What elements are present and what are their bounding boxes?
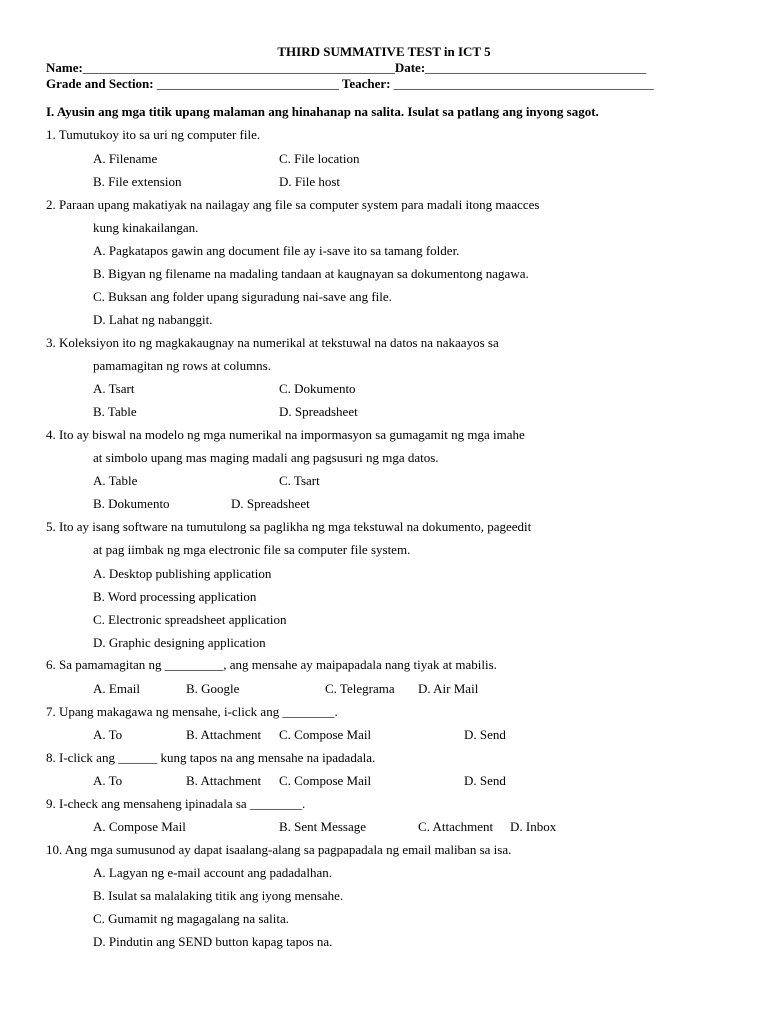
question-2-continuation: kung kinakailangan. — [93, 220, 199, 235]
date-blank: __________________________________ — [425, 60, 647, 75]
question-2: 2. Paraan upang makatiyak na nailagay ang file sa computer system para madali itong maacces — [46, 197, 540, 212]
q5-option-d: D. Graphic designing application — [93, 635, 266, 650]
question-4: 4. Ito ay biswal na modelo ng mga numerikal na impormasyon sa gumagamit ng mga imahe — [46, 427, 525, 442]
q1-option-d: D. File host — [279, 174, 341, 189]
name-label: Name: — [46, 60, 83, 75]
q7-option-b: B. Attachment — [186, 727, 262, 742]
question-5-continuation: at pag iimbak ng mga electronic file sa computer file system. — [93, 542, 411, 557]
q4-option-b: B. Dokumento — [93, 496, 170, 511]
q7-option-a: A. To — [93, 727, 123, 742]
date-label: Date: — [394, 60, 426, 75]
q2-option-c: C. Buksan ang folder upang siguradung nai-save ang file. — [93, 289, 392, 304]
name-date-row — [46, 60, 646, 76]
question-10: 10. Ang mga sumusunod ay dapat isaalang-alang sa pagpapadala ng email maliban sa isa. — [46, 842, 512, 857]
q10-option-a: A. Lagyan ng e-mail account ang padadalhan. — [93, 865, 332, 880]
q8-option-a: A. To — [93, 773, 123, 788]
question-7: 7. Upang makagawa ng mensahe, i-click ang ________. — [46, 704, 338, 719]
teacher-label: Teacher: — [341, 76, 391, 91]
q10-option-c: C. Gumamit ng magagalang na salita. — [93, 911, 290, 926]
question-3: 3. Koleksiyon ito ng magkakaugnay na numerikal at tekstuwal na datos na nakaayos sa — [46, 335, 499, 350]
q3-option-c: C. Dokumento — [279, 381, 356, 396]
q4-option-c: C. Tsart — [279, 473, 320, 488]
q6-option-c: C. Telegrama — [325, 681, 395, 696]
question-9: 9. I-check ang mensaheng ipinadala sa ________. — [46, 796, 306, 811]
q8-option-c: C. Compose Mail — [279, 773, 372, 788]
q5-option-a: A. Desktop publishing application — [93, 566, 272, 581]
q2-option-b: B. Bigyan ng filename na madaling tandaan at kaugnayan sa dokumentong nagawa. — [93, 266, 529, 281]
grade-blank: ____________________________ — [156, 76, 339, 91]
question-6: 6. Sa pamamagitan ng _________, ang mensahe ay maipapadala nang tiyak at mabilis. — [46, 657, 497, 672]
question-4-continuation: at simbolo upang mas maging madali ang pagsusuri ng mga datos. — [93, 450, 439, 465]
q7-option-d: D. Send — [464, 727, 506, 742]
q1-option-a: A. Filename — [93, 151, 158, 166]
grade-teacher-row — [46, 76, 654, 92]
question-5: 5. Ito ay isang software na tumutulong sa paglikha ng mga tekstuwal na dokumento, pageedit — [46, 519, 532, 534]
q10-option-b: B. Isulat sa malalaking titik ang iyong mensahe. — [93, 888, 344, 903]
q4-option-a: A. Table — [93, 473, 138, 488]
q1-option-c: C. File location — [279, 151, 360, 166]
question-8: 8. I-click ang ______ kung tapos na ang mensahe na ipadadala. — [46, 750, 376, 765]
page-title: THIRD SUMMATIVE TEST in ICT 5 — [277, 44, 491, 59]
grade-label: Grade and Section: — [46, 76, 154, 91]
q9-option-c: C. Attachment — [418, 819, 494, 834]
q6-option-b: B. Google — [186, 681, 240, 696]
q4-option-d: D. Spreadsheet — [231, 496, 310, 511]
q1-option-b: B. File extension — [93, 174, 182, 189]
q6-option-a: A. Email — [93, 681, 140, 696]
question-3-continuation: pamamagitan ng rows at columns. — [93, 358, 271, 373]
q7-option-c: C. Compose Mail — [279, 727, 372, 742]
q2-option-a: A. Pagkatapos gawin ang document file ay i-save ito sa tamang folder. — [93, 243, 460, 258]
teacher-blank: ________________________________________ — [393, 76, 654, 91]
q9-option-b: B. Sent Message — [279, 819, 367, 834]
q9-option-a: A. Compose Mail — [93, 819, 186, 834]
q3-option-a: A. Tsart — [93, 381, 135, 396]
q5-option-b: B. Word processing application — [93, 589, 257, 604]
q10-option-d: D. Pindutin ang SEND button kapag tapos na. — [93, 934, 333, 949]
q3-option-b: B. Table — [93, 404, 137, 419]
question-1: 1. Tumutukoy ito sa uri ng computer file. — [46, 127, 261, 142]
q8-option-b: B. Attachment — [186, 773, 262, 788]
instruction: I. Ayusin ang mga titik upang malaman ang hinahanap na salita. Isulat sa patlang ang inyong sagot. — [46, 104, 599, 119]
q3-option-d: D. Spreadsheet — [279, 404, 358, 419]
q2-option-d: D. Lahat ng nabanggit. — [93, 312, 213, 327]
q8-option-d: D. Send — [464, 773, 506, 788]
q9-option-d: D. Inbox — [510, 819, 557, 834]
q6-option-d: D. Air Mail — [418, 681, 479, 696]
q5-option-c: C. Electronic spreadsheet application — [93, 612, 287, 627]
name-blank: ________________________________________________ — [82, 60, 395, 75]
